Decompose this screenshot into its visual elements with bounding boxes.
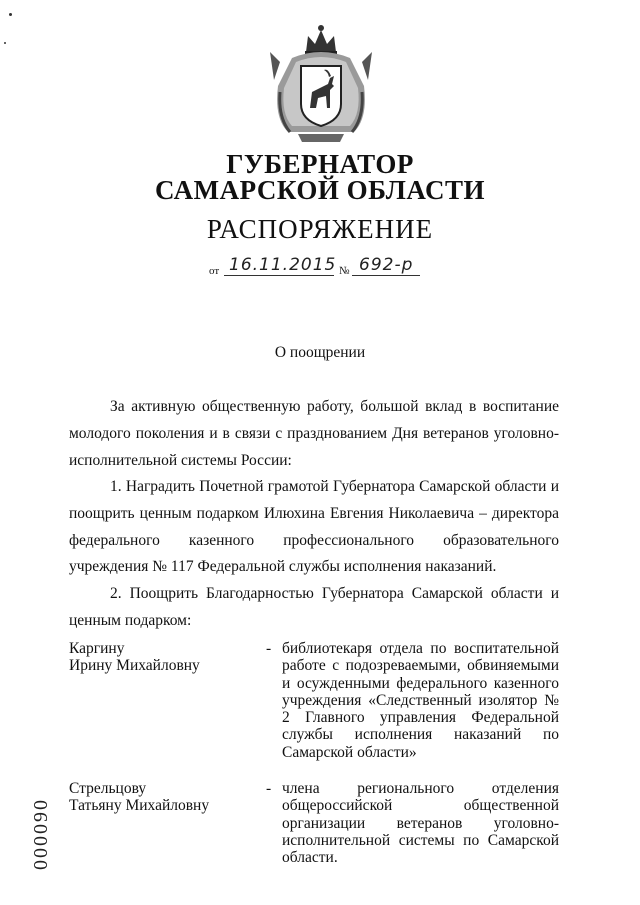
scan-speck bbox=[9, 13, 12, 16]
item-1-text: 1. Наградить Почетной грамотой Губернатора Самарской области и поощрить ценным подарком Илюхина Евгения Николаевича – директора федерального казенного профессионального образовательного учреждения № 117 Федеральной службы исполнения наказаний. bbox=[69, 478, 559, 576]
person-1-description: библиотекаря отдела по воспитательной работе с подозреваемыми, обвиняемыми и осужденными федерального казенного учреждения «Следственный изолятор № 2 Главного управления Федеральной службы исполнения наказаний по Самарской области» bbox=[282, 640, 559, 761]
person-1-name bbox=[69, 640, 249, 675]
date-handwritten: 16.11.2015 bbox=[229, 255, 337, 275]
person-1-dash: - bbox=[266, 640, 272, 657]
person-1-given-names: Ирину Михайловну bbox=[69, 657, 200, 675]
person-2-surname: Стрельцову bbox=[69, 780, 147, 797]
number-underline bbox=[352, 275, 420, 276]
person-2-dash: - bbox=[266, 780, 272, 797]
date-from-label: от bbox=[209, 265, 220, 277]
date-underline bbox=[224, 275, 334, 276]
document-subject: О поощрении bbox=[274, 344, 366, 361]
registration-line bbox=[209, 257, 429, 281]
number-handwritten: 692-р bbox=[359, 255, 414, 275]
item-1-paragraph bbox=[69, 474, 559, 581]
issuer-title-line1: ГУБЕРНАТОР bbox=[226, 149, 414, 179]
preamble-paragraph bbox=[69, 394, 559, 474]
item-2-text: 2. Поощрить Благодарностью Губернатора Самарской области и ценным подарком: bbox=[69, 585, 559, 629]
item-2-paragraph bbox=[69, 581, 559, 635]
document-type: РАСПОРЯЖЕНИЕ bbox=[206, 214, 434, 244]
preamble-text: За активную общественную работу, большой вклад в воспитание молодого поколения и в связи с празднованием Дня ветеранов уголовно-исполнительной системы России: bbox=[69, 398, 559, 469]
person-1-surname: Каргину bbox=[69, 640, 125, 657]
number-label: № bbox=[339, 265, 350, 277]
archive-page-stamp: 000090 bbox=[30, 798, 52, 870]
person-2-given-names: Татьяну Михайловну bbox=[69, 797, 210, 815]
scan-speck bbox=[4, 42, 6, 44]
person-2-name bbox=[69, 780, 249, 815]
issuer-title-line2: САМАРСКОЙ ОБЛАСТИ bbox=[154, 175, 486, 205]
person-2-description: члена регионального отделения общероссийской общественной организации ветеранов уголовно-исполнительной системы по Самарской области. bbox=[282, 780, 559, 867]
coat-of-arms-icon bbox=[268, 22, 374, 146]
